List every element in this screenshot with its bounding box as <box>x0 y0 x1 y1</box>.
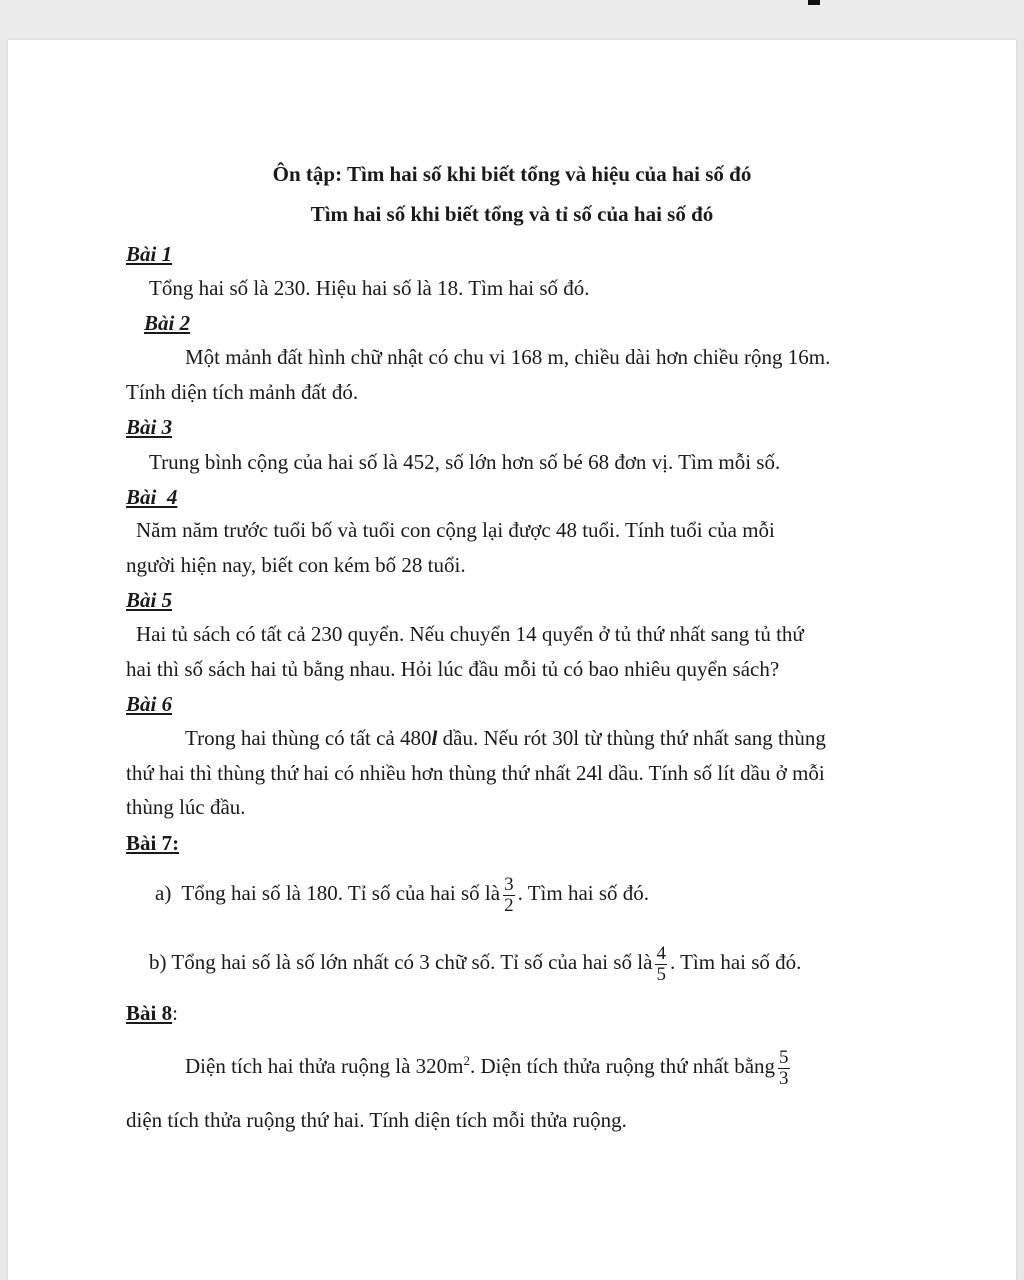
bai7-a-end: . Tìm hai số đó. <box>517 881 650 905</box>
bai6-line-3: thùng lúc đầu. <box>126 795 246 819</box>
bai7-a-denominator: 2 <box>504 894 514 916</box>
bai7-b-fraction <box>655 944 667 985</box>
bai8-numerator: 5 <box>779 1046 789 1068</box>
bai4-heading: Bài 4 <box>126 485 178 509</box>
bai8-heading-line <box>126 1000 178 1026</box>
status-mark <box>808 0 820 5</box>
bai5-line-2: hai thì số sách hai tủ bằng nhau. Hỏi lúc đầu mỗi tủ có bao nhiêu quyển sách? <box>126 657 780 681</box>
bai8-line-1 <box>185 1041 793 1091</box>
bai5-heading: Bài 5 <box>126 588 173 612</box>
bai6-line-2: thứ hai thì thùng thứ hai có nhiều hơn thùng thứ nhất 24l dầu. Tính số lít dầu ở mỗi <box>126 761 825 785</box>
bai8-denominator: 3 <box>779 1067 789 1089</box>
document-page <box>8 40 1016 1280</box>
bai2-heading: Bài 2 <box>144 311 191 335</box>
bai8-line-1-end: . Diện tích thửa ruộng thứ nhất bằng <box>470 1054 776 1078</box>
bai7-b-text: b) Tổng hai số là số lớn nhất có 3 chữ số. Tỉ số của hai số là <box>149 950 653 974</box>
bai7-a-fraction <box>503 875 515 916</box>
bai6-line-1-start: Trong hai thùng có tất cả 480 <box>185 726 432 750</box>
bai8-square-superscript: 2 <box>463 1053 470 1068</box>
bai2-line-2: Tính diện tích mảnh đất đó. <box>126 380 359 404</box>
bai6-line-1 <box>185 725 826 751</box>
bai4-line-2: người hiện nay, biết con kém bố 28 tuổi. <box>126 553 466 577</box>
bai1-text: Tổng hai số là 230. Hiệu hai số là 18. Tìm hai số đó. <box>149 276 590 300</box>
bai1-heading: Bài 1 <box>126 242 173 266</box>
title-line-1: Ôn tập: Tìm hai số khi biết tổng và hiệu của hai số đó <box>272 162 752 186</box>
bai7-heading: Bài 7: <box>126 831 180 855</box>
bai2-line-1: Một mảnh đất hình chữ nhật có chu vi 168 m, chiều dài hơn chiều rộng 16m. <box>185 345 831 369</box>
bai8-colon: : <box>172 1001 178 1025</box>
bai3-text: Trung bình cộng của hai số là 452, số lớn hơn số bé 68 đơn vị. Tìm mỗi số. <box>149 450 781 474</box>
bai6-liter-unit: l <box>431 726 438 750</box>
bai7-b-end: . Tìm hai số đó. <box>669 950 802 974</box>
title-line-2: Tìm hai số khi biết tổng và tỉ số của hai số đó <box>310 202 714 226</box>
bai5-line-1: Hai tủ sách có tất cả 230 quyển. Nếu chuyển 14 quyển ở tủ thứ nhất sang tủ thứ <box>136 622 804 646</box>
viewer-top-bar <box>0 0 1024 40</box>
bai8-heading: Bài 8 <box>126 1001 173 1025</box>
bai8-line-2: diện tích thửa ruộng thứ hai. Tính diện tích mỗi thửa ruộng. <box>126 1108 627 1132</box>
bai6-line-1-end: dầu. Nếu rót 30l từ thùng thứ nhất sang thùng <box>437 726 826 750</box>
bai7-a-numerator: 3 <box>504 873 514 895</box>
bai4-line-1: Năm năm trước tuổi bố và tuổi con cộng lại được 48 tuổi. Tính tuổi của mỗi <box>136 518 775 542</box>
bai7-part-a <box>155 869 649 917</box>
bai6-heading: Bài 6 <box>126 692 173 716</box>
bai3-heading: Bài 3 <box>126 415 173 439</box>
bai7-b-denominator: 5 <box>656 963 666 985</box>
bai8-fraction <box>778 1048 790 1089</box>
bai8-line-1-start: Diện tích hai thửa ruộng là 320m <box>185 1054 464 1078</box>
bai7-a-text: a) Tổng hai số là 180. Tỉ số của hai số là <box>155 881 501 905</box>
bai7-b-numerator: 4 <box>656 942 666 964</box>
bai7-part-b <box>149 938 801 986</box>
